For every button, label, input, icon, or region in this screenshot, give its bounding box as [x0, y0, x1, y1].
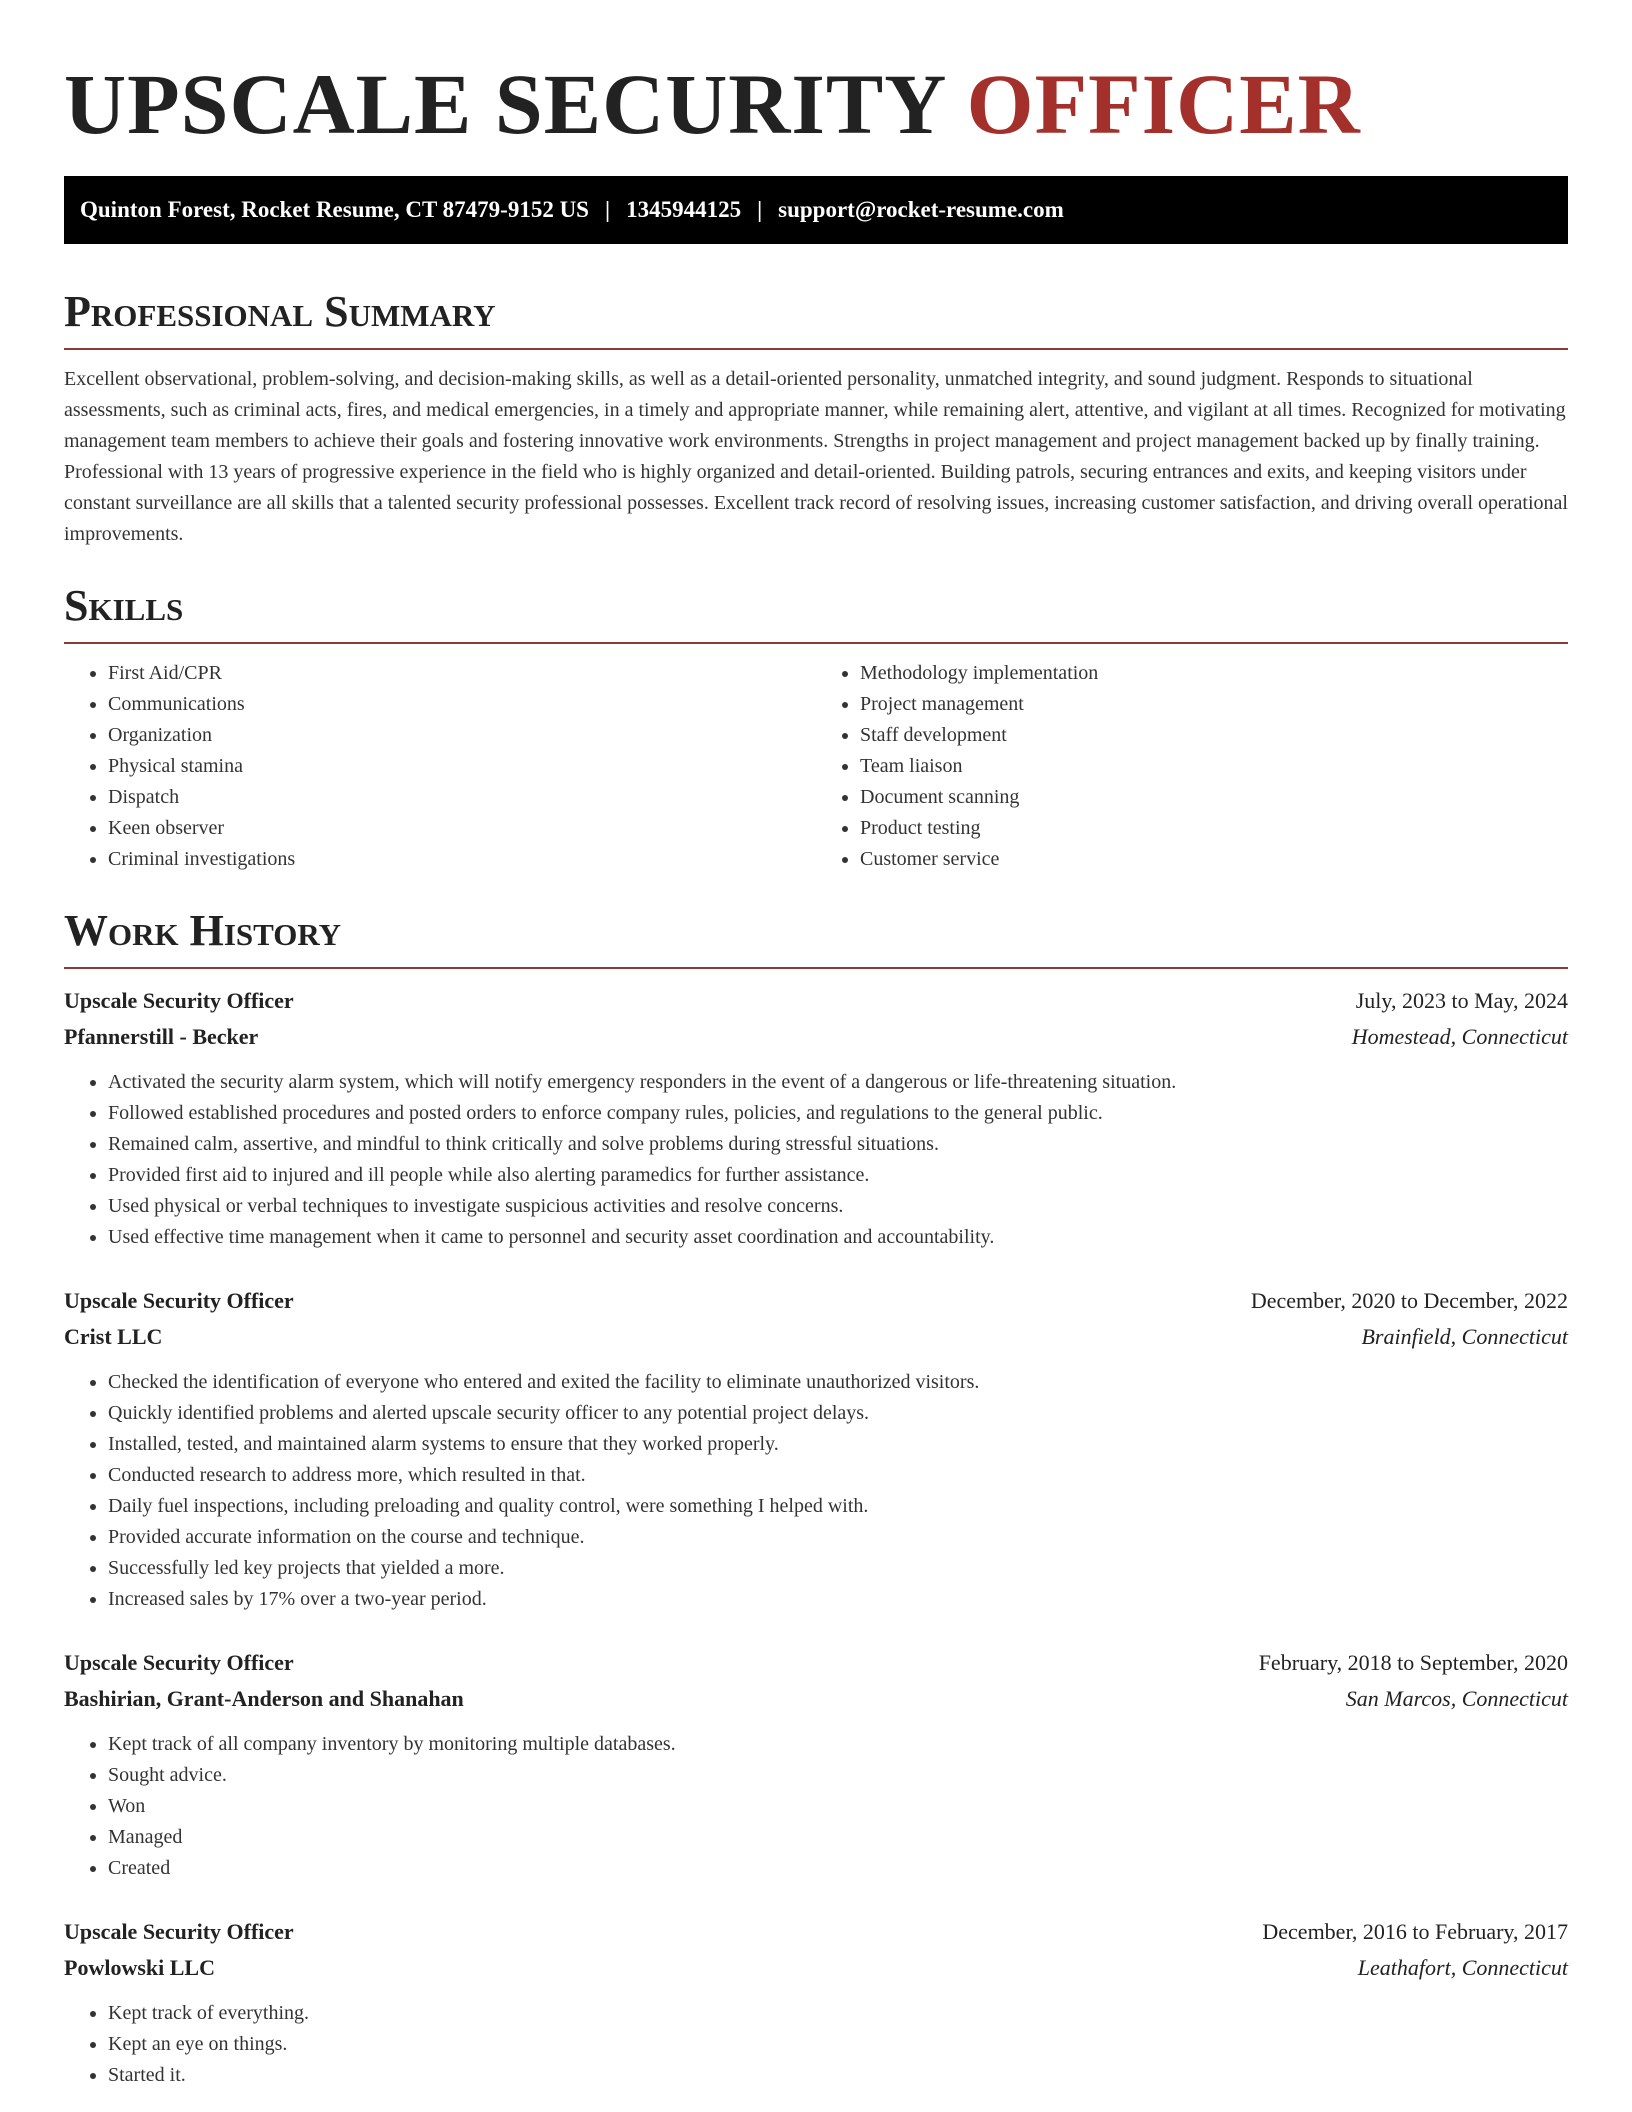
job-title: Upscale Security Officer — [64, 1288, 294, 1313]
skill-item: • Document scanning — [860, 782, 1568, 813]
job-dates: July, 2023 to May, 2024 — [1355, 988, 1568, 1013]
job-bullet: • Successfully led key projects that yielded a more. — [108, 1553, 1568, 1584]
skill-item: • Methodology implementation — [860, 658, 1568, 689]
job-entry — [64, 983, 1568, 1253]
work-history-heading: Work History — [64, 906, 342, 955]
skill-item: • Communications — [108, 689, 816, 720]
skill-item: • First Aid/CPR — [108, 658, 816, 689]
job-entry — [64, 1914, 1568, 2091]
job-bullet: • Daily fuel inspections, including preloading and quality control, were something I helped with. — [108, 1491, 1568, 1522]
job-bullet: • Checked the identification of everyone who entered and exited the facility to eliminate unauthorized visitors. — [108, 1367, 1568, 1398]
job-entry — [64, 1283, 1568, 1615]
job-bullet: • Activated the security alarm system, which will notify emergency responders in the event of a dangerous or life-threatening situation. — [108, 1067, 1568, 1098]
skill-item: • Keen observer — [108, 813, 816, 844]
job-company: Pfannerstill - Becker — [64, 1024, 259, 1049]
skill-item: • Customer service — [860, 844, 1568, 875]
job-bullet: • Kept track of all company inventory by monitoring multiple databases. — [108, 1729, 1568, 1760]
skills-heading: Skills — [64, 581, 184, 630]
job-dates: December, 2020 to December, 2022 — [1250, 1288, 1568, 1313]
resume-name — [64, 56, 1568, 152]
job-header-row — [64, 983, 1568, 1019]
skill-item: • Team liaison — [860, 751, 1568, 782]
job-dates: December, 2016 to February, 2017 — [1262, 1919, 1568, 1944]
job-bullet-list — [64, 1998, 1568, 2091]
job-bullet: • Followed established procedures and posted orders to enforce company rules, policies, and regulations to the general public. — [108, 1098, 1568, 1129]
job-bullet-list — [64, 1729, 1568, 1884]
job-location: Brainfield, Connecticut — [1361, 1324, 1568, 1349]
job-bullet: • Kept track of everything. — [108, 1998, 1568, 2029]
name-accent: OFFICER — [966, 56, 1361, 152]
name-main: UPSCALE SECURITY — [64, 56, 945, 152]
summary-heading: Professional Summary — [64, 287, 496, 336]
skills-list-left — [64, 658, 816, 875]
job-header-row — [64, 1645, 1568, 1681]
skill-item: • Project management — [860, 689, 1568, 720]
job-title: Upscale Security Officer — [64, 988, 294, 1013]
job-bullet: • Increased sales by 17% over a two-year period. — [108, 1584, 1568, 1615]
job-bullet: • Managed — [108, 1822, 1568, 1853]
job-header-row — [64, 1283, 1568, 1319]
contact-address: Quinton Forest, Rocket Resume, CT 87479-9152 US — [80, 197, 589, 222]
job-company: Powlowski LLC — [64, 1955, 215, 1980]
job-subheader-row — [64, 1019, 1568, 1055]
skills-section — [64, 580, 1568, 875]
job-bullet-list — [64, 1067, 1568, 1253]
skill-item: • Product testing — [860, 813, 1568, 844]
job-dates: February, 2018 to September, 2020 — [1258, 1650, 1568, 1675]
job-bullet: • Used physical or verbal techniques to investigate suspicious activities and resolve concerns. — [108, 1191, 1568, 1222]
job-bullet: • Kept an eye on things. — [108, 2029, 1568, 2060]
job-bullet: • Sought advice. — [108, 1760, 1568, 1791]
skill-item: • Criminal investigations — [108, 844, 816, 875]
contact-separator: | — [757, 197, 763, 222]
job-company: Crist LLC — [64, 1324, 163, 1349]
job-subheader-row — [64, 1950, 1568, 1986]
summary-section — [64, 286, 1568, 550]
job-bullet: • Won — [108, 1791, 1568, 1822]
job-bullet: • Created — [108, 1853, 1568, 1884]
job-bullet: • Quickly identified problems and alerted upscale security officer to any potential project delays. — [108, 1398, 1568, 1429]
summary-text: Excellent observational, problem-solving, and decision-making skills, as well as a detail-oriented personality, unmatched integrity, and sound judgment. Responds to situational assessments, such as criminal acts, fires, and medical emergencies, in a timely and appropriate manner, while remaining alert, attentive, and vigilant at all times. Recognized for motivating management team members to achieve their goals and fostering innovative work environments. Strengths in project management and project management backed up by finally training. Professional with 13 years of progressive experience in the field who is highly organized and detail-oriented. Building patrols, securing entrances and exits, and keeping visitors under constant surveillance are all skills that a talented security professional possesses. Excellent track record of resolving issues, increasing customer satisfaction, and driving overall operational improvements. — [64, 368, 1568, 545]
job-location: Homestead, Connecticut — [1351, 1024, 1568, 1049]
job-bullet: • Remained calm, assertive, and mindful to think critically and solve problems during stressful situations. — [108, 1129, 1568, 1160]
section-divider — [64, 642, 1568, 644]
contact-bar — [64, 176, 1568, 244]
work-history-section — [64, 905, 1568, 2091]
section-divider — [64, 967, 1568, 969]
contact-separator: | — [604, 197, 611, 222]
job-bullet: • Conducted research to address more, which resulted in that. — [108, 1460, 1568, 1491]
section-divider — [64, 348, 1568, 350]
job-header-row — [64, 1914, 1568, 1950]
job-bullet: • Used effective time management when it came to personnel and security asset coordination and accountability. — [108, 1222, 1568, 1253]
job-bullet: • Started it. — [108, 2060, 1568, 2091]
skill-item: • Organization — [108, 720, 816, 751]
contact-phone: 1345944125 — [626, 197, 742, 222]
job-location: San Marcos, Connecticut — [1345, 1686, 1568, 1711]
job-bullet: • Provided first aid to injured and ill people while also alerting paramedics for further assistance. — [108, 1160, 1568, 1191]
job-subheader-row — [64, 1319, 1568, 1355]
job-entry — [64, 1645, 1568, 1884]
skill-item: • Dispatch — [108, 782, 816, 813]
job-bullet-list — [64, 1367, 1568, 1615]
job-subheader-row — [64, 1681, 1568, 1717]
skills-list-right — [816, 658, 1568, 875]
skill-item: • Staff development — [860, 720, 1568, 751]
job-title: Upscale Security Officer — [64, 1650, 294, 1675]
job-bullet: • Installed, tested, and maintained alarm systems to ensure that they worked properly. — [108, 1429, 1568, 1460]
job-title: Upscale Security Officer — [64, 1919, 294, 1944]
job-company: Bashirian, Grant-Anderson and Shanahan — [64, 1686, 464, 1711]
skills-grid — [64, 658, 1568, 875]
contact-email: support@rocket-resume.com — [778, 197, 1064, 222]
skill-item: • Physical stamina — [108, 751, 816, 782]
job-list — [64, 983, 1568, 2091]
job-bullet: • Provided accurate information on the course and technique. — [108, 1522, 1568, 1553]
job-location: Leathafort, Connecticut — [1357, 1955, 1568, 1980]
